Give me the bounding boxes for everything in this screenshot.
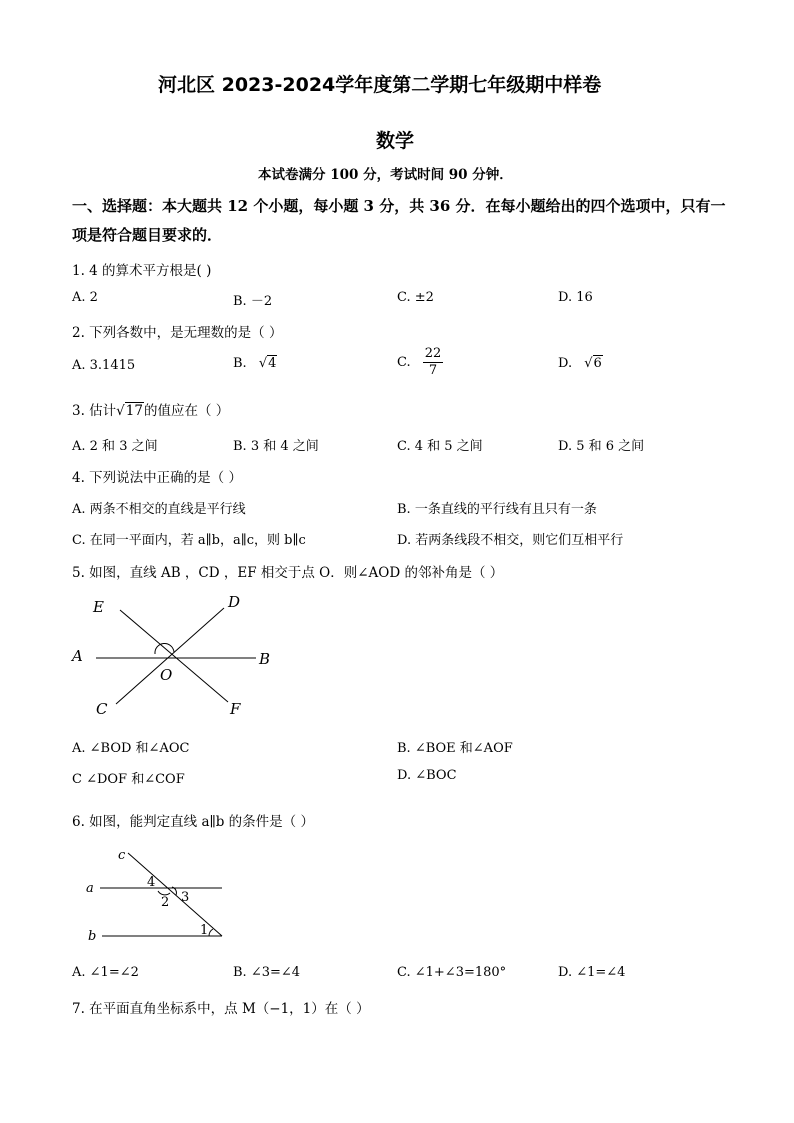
q1-option-d: D. 16 bbox=[558, 290, 593, 305]
question-5-stem: 5. 如图，直线 AB ，CD ，EF 相交于点 O．则∠AOD 的邻补角是（ ） bbox=[72, 565, 504, 581]
q6-option-a: A. ∠1=∠2 bbox=[72, 965, 139, 980]
question-4-stem: 4. 下列说法中正确的是（ ） bbox=[72, 470, 242, 486]
q2-option-d-label: D. bbox=[558, 356, 573, 371]
q4-option-c: C. 在同一平面内，若 a∥b，a∥c，则 b∥c bbox=[72, 533, 306, 548]
label-2: 2 bbox=[161, 895, 170, 910]
section-heading: 一、选择题：本大题共 12 个小题，每小题 3 分，共 36 分．在每小题给出的四个选项中，只有一项是符合题目要求的． bbox=[72, 197, 726, 244]
q3-option-d: D. 5 和 6 之间 bbox=[558, 439, 645, 454]
q3-radicand: 17 bbox=[125, 403, 143, 419]
q4-option-a: A. 两条不相交的直线是平行线 bbox=[72, 502, 246, 517]
line-ef bbox=[120, 610, 228, 702]
page-title: 河北区 2023-2024学年度第二学期七年级期中样卷 bbox=[158, 74, 602, 96]
label-b: B bbox=[259, 650, 271, 668]
angle-arc-1 bbox=[209, 929, 213, 936]
label-4: 4 bbox=[147, 875, 156, 890]
q3-option-a: A. 2 和 3 之间 bbox=[72, 439, 158, 454]
fraction-denominator: 7 bbox=[428, 363, 438, 378]
q4-option-b: B. 一条直线的平行线有且只有一条 bbox=[397, 502, 597, 517]
q2-option-d bbox=[558, 356, 603, 371]
label-o: O bbox=[160, 666, 173, 684]
q1-option-a: A. 2 bbox=[72, 290, 98, 305]
label-c: c bbox=[118, 848, 126, 863]
q2-option-b bbox=[233, 356, 277, 371]
question-6-stem: 6. 如图，能判定直线 a∥b 的条件是（ ） bbox=[72, 814, 314, 830]
sqrt-symbol: √6 bbox=[584, 356, 602, 371]
sqrt-symbol: √4 bbox=[258, 356, 277, 371]
q4-option-d: D. 若两条线段不相交，则它们互相平行 bbox=[397, 533, 624, 548]
q2-option-b-radicand: 4 bbox=[268, 356, 277, 371]
q1-option-c: C. ±2 bbox=[397, 290, 434, 305]
question-3-stem bbox=[72, 399, 229, 419]
fraction-numerator: 22 bbox=[424, 346, 442, 361]
question-2-stem: 2. 下列各数中，是无理数的是（ ） bbox=[72, 325, 283, 341]
q2-option-a: A. 3.1415 bbox=[72, 358, 136, 373]
q6-option-b: B. ∠3=∠4 bbox=[233, 965, 301, 980]
question-7-stem: 7. 在平面直角坐标系中，点 M（−1，1）在（ ） bbox=[72, 1001, 370, 1017]
q5-option-a: A. ∠BOD 和∠AOC bbox=[72, 741, 190, 756]
angle-arc bbox=[155, 643, 174, 654]
line-cd bbox=[116, 608, 224, 704]
label-a: a bbox=[86, 881, 94, 896]
label-c: C bbox=[96, 700, 108, 718]
label-1: 1 bbox=[200, 923, 209, 938]
q5-option-b: B. ∠BOE 和∠AOF bbox=[397, 741, 513, 756]
sqrt-symbol: √17 bbox=[116, 403, 143, 419]
q5-option-d: D. ∠BOC bbox=[397, 768, 457, 783]
q2-option-c bbox=[397, 346, 443, 379]
q2-option-b-label: B. bbox=[233, 356, 247, 371]
q6-figure bbox=[80, 843, 240, 947]
label-b: b bbox=[88, 929, 97, 944]
exam-note: 本试卷满分 100 分，考试时间 90 分钟． bbox=[258, 167, 513, 183]
q3-option-c: C. 4 和 5 之间 bbox=[397, 439, 483, 454]
label-3: 3 bbox=[181, 890, 190, 905]
question-1-stem: 1. 4 的算术平方根是( ) bbox=[72, 263, 212, 279]
q2-option-c-label: C. bbox=[397, 355, 411, 370]
label-d: D bbox=[228, 593, 241, 611]
fraction bbox=[423, 346, 444, 379]
q6-option-c: C. ∠1+∠3=180° bbox=[397, 965, 507, 980]
subject-title: 数学 bbox=[376, 130, 415, 152]
label-f: F bbox=[230, 700, 241, 718]
q2-option-d-radicand: 6 bbox=[593, 356, 602, 371]
q3-stem-post: 的值应在（ ） bbox=[143, 403, 230, 419]
q1-option-b: B. －2 bbox=[233, 294, 273, 309]
label-e: E bbox=[93, 598, 104, 616]
q3-stem-pre: 3. 估计 bbox=[72, 403, 117, 419]
q5-figure bbox=[60, 588, 290, 724]
q5-option-c: C ∠DOF 和∠COF bbox=[72, 772, 185, 787]
q3-option-b: B. 3 和 4 之间 bbox=[233, 439, 319, 454]
label-a: A bbox=[72, 647, 83, 665]
q6-option-d: D. ∠1=∠4 bbox=[558, 965, 626, 980]
